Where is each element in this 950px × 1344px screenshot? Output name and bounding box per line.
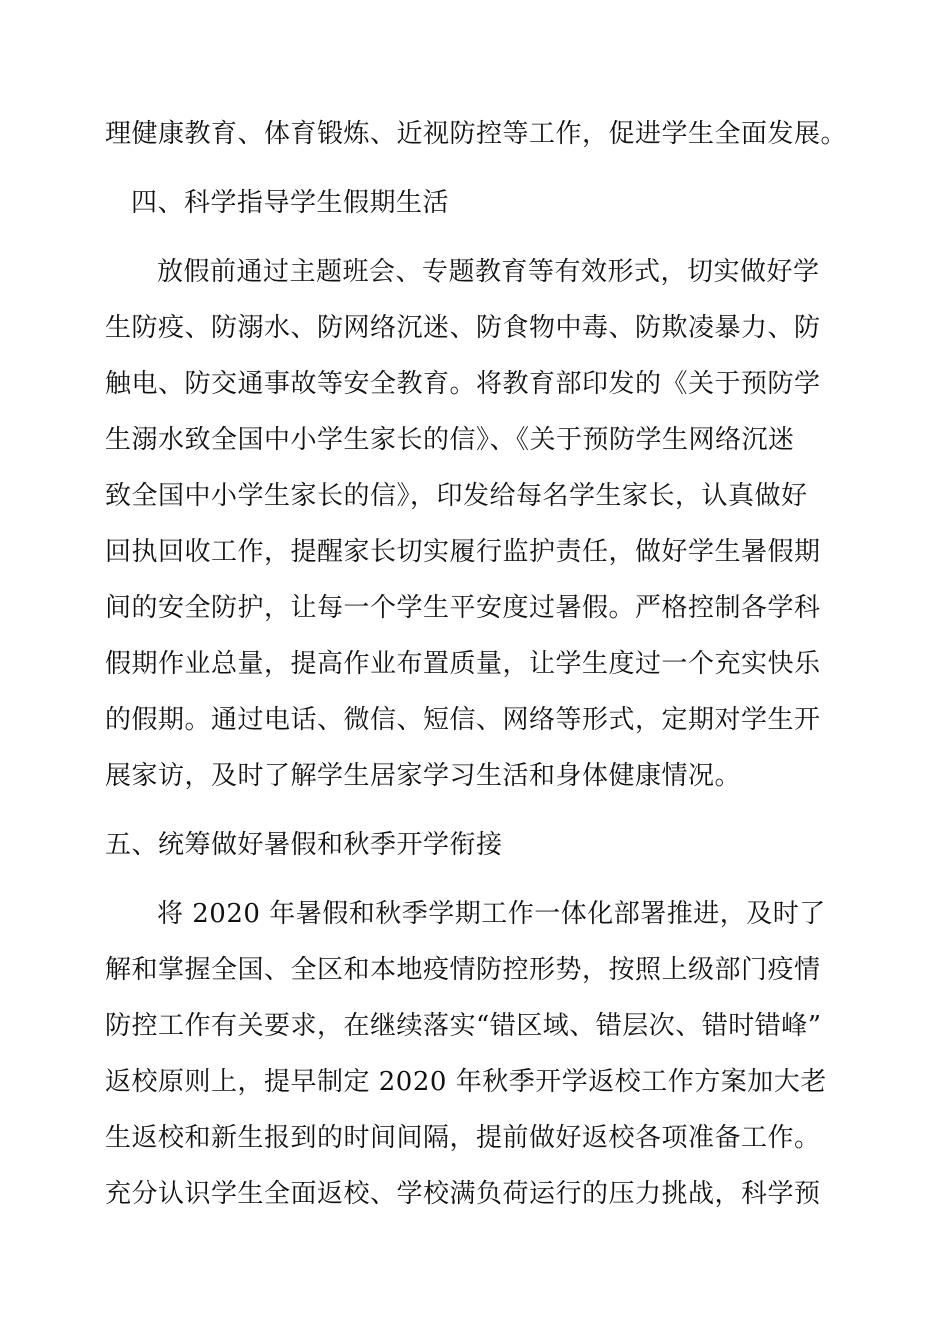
paragraph-line: 理健康教育、体育锻炼、近视防控等工作，促进学生全面发展。: [105, 119, 848, 149]
paragraph-line: 的假期。通过电话、微信、短信、网络等形式，定期对学生开: [105, 705, 821, 735]
paragraph-line: 触电、防交通事故等安全教育。将教育部印发的《关于预防学: [105, 369, 821, 399]
paragraph-line: 生溺水致全国中小学生家长的信》、《关于预防学生网络沉迷: [105, 425, 795, 455]
paragraph-line: 防控工作有关要求，在继续落实“错区域、错层次、错时错峰”: [105, 1011, 822, 1041]
paragraph-line: 放假前通过主题班会、专题教育等有效形式，切实做好学: [157, 257, 820, 287]
paragraph-line: 间的安全防护，让每一个学生平安度过暑假。严格控制各学科: [105, 593, 821, 623]
paragraph-line: 将 2020 年暑假和秋季学期工作一体化部署推进，及时了: [157, 899, 826, 929]
paragraph-line: 假期作业总量，提高作业布置质量，让学生度过一个充实快乐: [105, 649, 821, 679]
paragraph-line: 展家访，及时了解学生居家学习生活和身体健康情况。: [105, 761, 742, 791]
paragraph-line: 充分认识学生全面返校、学校满负荷运行的压力挑战，科学预: [105, 1179, 821, 1209]
paragraph-line: 生防疫、防溺水、防网络沉迷、防食物中毒、防欺凌暴力、防: [105, 313, 821, 343]
paragraph-line: 致全国中小学生家长的信》，印发给每名学生家长，认真做好: [105, 481, 808, 511]
section-heading-4: 四、科学指导学生假期生活: [131, 188, 450, 218]
paragraph-line: 解和掌握全国、全区和本地疫情防控形势，按照上级部门疫情: [105, 955, 821, 985]
paragraph-line: 生返校和新生报到的时间间隔，提前做好返校各项准备工作。: [105, 1123, 821, 1153]
section-heading-5: 五、统筹做好暑假和秋季开学衔接: [105, 830, 503, 860]
paragraph-line: 返校原则上，提早制定 2020 年秋季开学返校工作方案加大老: [105, 1067, 827, 1097]
paragraph-line: 回执回收工作，提醒家长切实履行监护责任，做好学生暑假期: [105, 537, 821, 567]
